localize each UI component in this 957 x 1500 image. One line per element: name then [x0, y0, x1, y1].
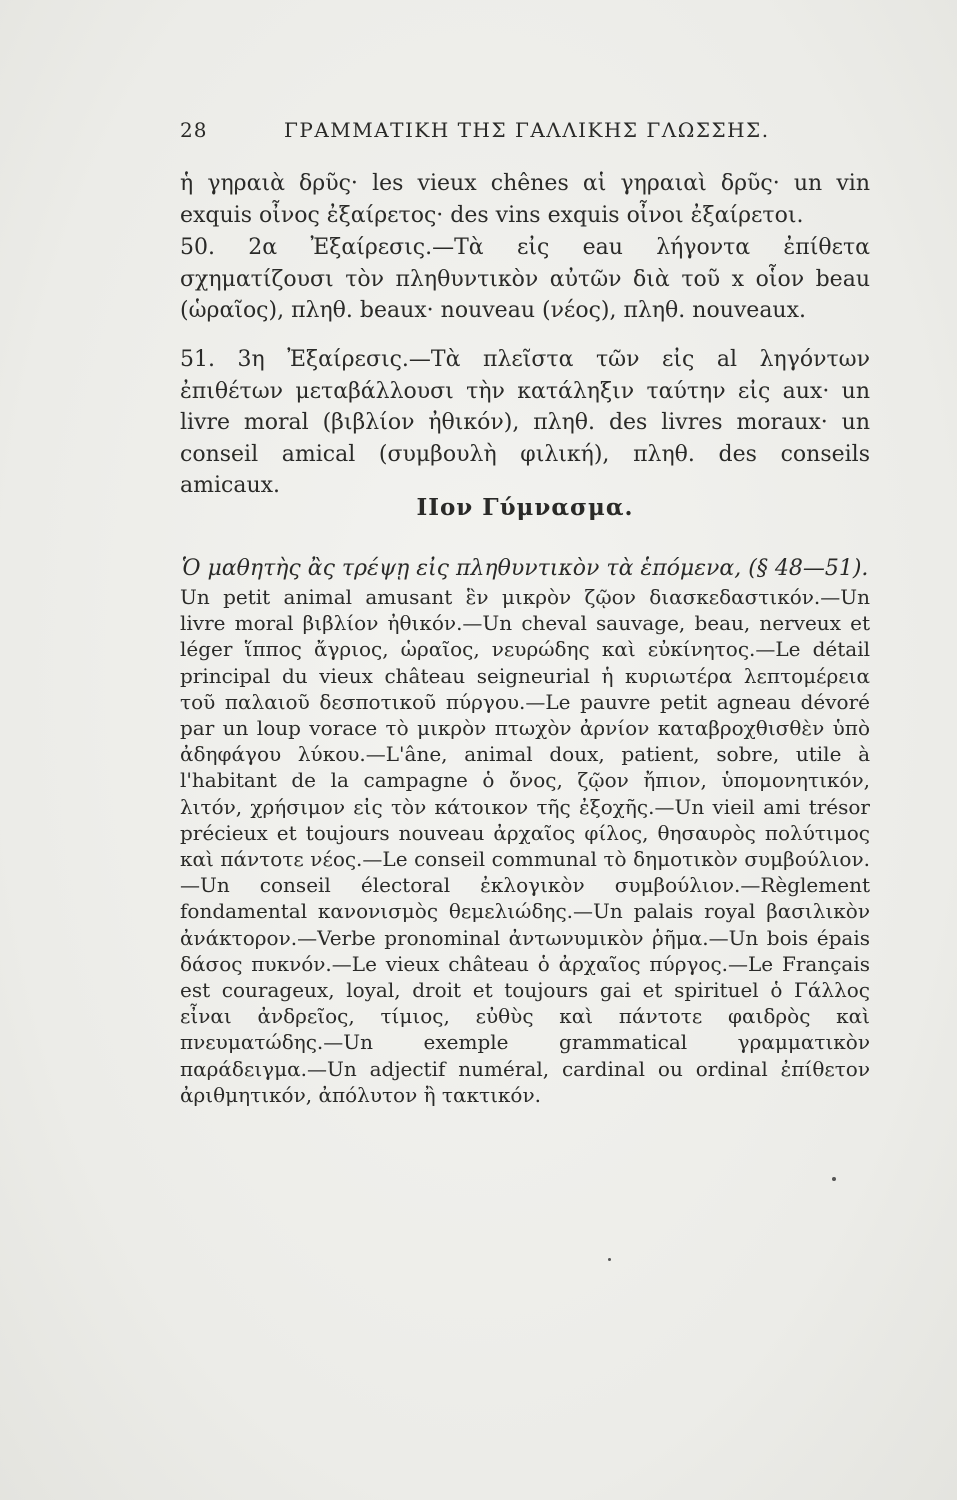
exercise-text: Un petit animal amusant ἓν μικρὸν ζῷον διασκεδαστικόν.—Un livre moral βιβλίον ἠθικόν.—Un cheval sauvage, beau, nerveux et léger ἵππος ἄγριος, ὡραῖος, νευρώδης καὶ εὐκίνητος.—Le détail principal du vieux château seigneurial ἡ κυριωτέρα λεπτομέρεια τοῦ παλαιοῦ δεσποτικοῦ πύργου.—Le pauvre petit agneau dévoré par un loup vorace τὸ μικρὸν πτωχὸν ἀρνίον καταβροχθισθὲν ὑπὸ ἀδηφάγου λύκου.—L'âne, animal doux, patient, sobre, utile à l'habitant de la campagne ὁ ὄνος, ζῷον ἤπιον, ὑπομονητικόν, λιτόν, χρήσιμον εἰς τὸν κάτοικον τῆς ἐξοχῆς.—Un vieil ami trésor précieux et toujours nouveau ἀρχαῖος φίλος, θησαυρὸς πολύτιμος καὶ πάντοτε νέος.—Le conseil communal τὸ δημοτικὸν συμβούλιον.—Un conseil électoral ἐκλογικὸν συμβούλιον.—Règlement fondamental κανονισμὸς θεμελιώδης.—Un palais royal βασιλικὸν ἀνάκτορον.—Verbe pronominal ἀντωνυμικὸν ῥῆμα.—Un bois épais δάσος πυκνόν.—Le vieux château ὁ ἀρχαῖος πύργος.—Le Français est courageux, loyal, droit et toujours gai et spirituel ὁ Γάλλος εἶναι ἀνδρεῖος, τίμιος, εὐθὺς καὶ πάντοτε φαιδρὸς καὶ πνευματώδης.—Un exemple grammatical γραμματικὸν παράδειγμα.—Un adjectif numéral, cardinal ou ordinal ἐπίθετον ἀριθμητικόν, ἀπόλυτον ἢ τακτικόν.	[180, 585, 870, 1107]
paragraph-exquis-examples: ἡ γηραιὰ δρῦς· les vieux chênes αἱ γηραιαὶ δρῦς· un vin exquis οἶνος ἐξαίρετος· des vins exquis οἶνοι ἐξαίρετοι.	[180, 171, 870, 228]
exercise-heading: ΙΙον Γύμνασμα.	[416, 494, 634, 521]
ink-speck	[608, 1258, 611, 1261]
page-number: 28	[180, 118, 208, 142]
paragraph-rule-51: 51. 3η Ἐξαίρεσις.—Τὰ πλεῖστα τῶν εἰς al ληγόντων ἐπιθέτων μεταβάλλουσι τὴν κατάληξιν ταύτην εἰς aux· un livre moral (βιβλίον ἠθικόν), πληθ. des livres moraux· un conseil amical (συμβουλὴ φιλική), πληθ. des conseils amicaux.	[180, 347, 870, 498]
running-title: ΓΡΑΜΜΑΤΙΚΗ ΤΗΣ ΓΑΛΛΙΚΗΣ ΓΛΩΣΣΗΣ.	[284, 118, 770, 142]
ink-speck	[832, 1177, 836, 1181]
exercise-instruction: Ὁ μαθητὴς ἂς τρέψῃ εἰς πληθυντικὸν τὰ ἑπόμενα, (§ 48—51).	[181, 556, 869, 581]
page-header	[180, 118, 780, 152]
paragraph-rule-50: 50. 2α Ἐξαίρεσις.—Τὰ εἰς eau λήγοντα ἐπίθετα σχηματίζουσι τὸν πληθυντικὸν αὐτῶν διὰ τοῦ x οἷον beau (ὡραῖος), πληθ. beaux· nouveau (νέος), πληθ. nouveaux.	[180, 235, 870, 323]
